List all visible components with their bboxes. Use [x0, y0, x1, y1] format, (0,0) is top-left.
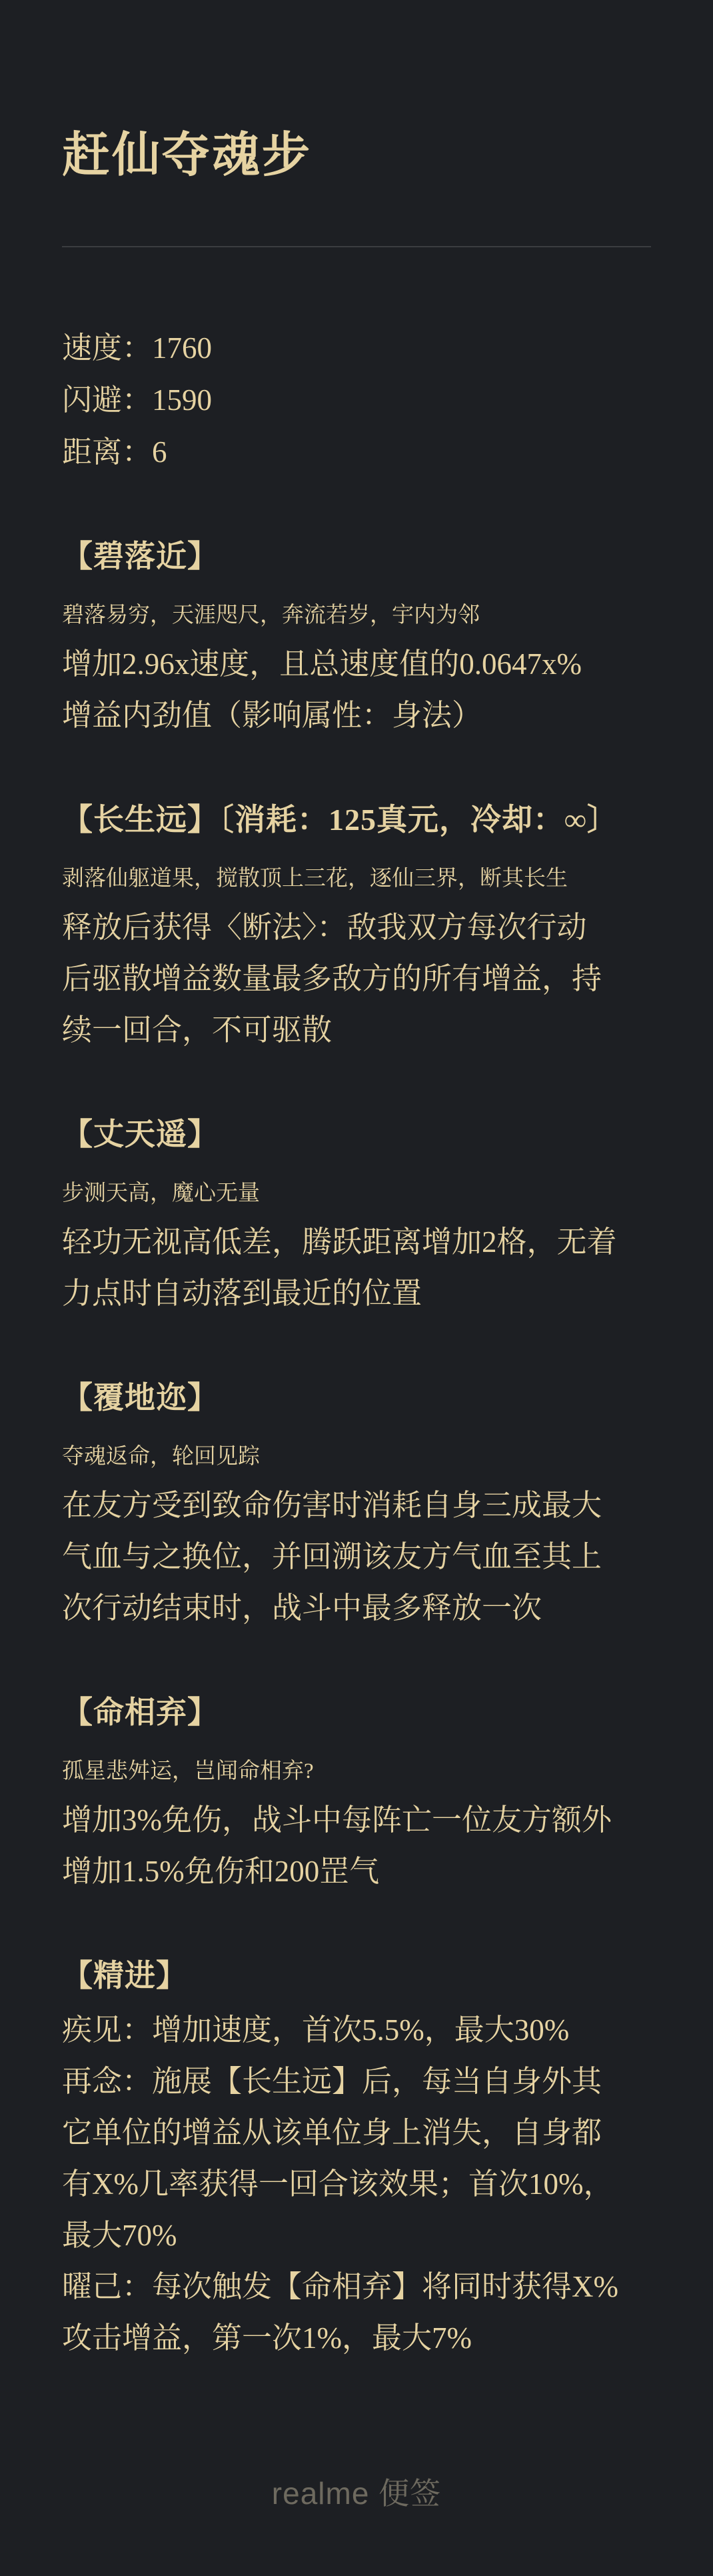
skill-body-line: 最大70% [62, 2219, 177, 2252]
stat-dodge: 闪避：1590 [62, 383, 213, 417]
stats-block [62, 322, 651, 478]
section-zhangtianyao [62, 1116, 651, 1319]
skill-body-line: 轻功无视高低差，腾跃距离增加2格，无着 [62, 1225, 617, 1259]
skill-body-line: 增加2.96x速度，且总速度值的0.0647x% [62, 647, 582, 681]
skill-body [62, 1795, 651, 1897]
skill-flavor: 剥落仙躯道果，搅散顶上三花，逐仙三界，断其长生 [62, 867, 568, 891]
skill-body-line: 疾见：增加速度，首次5.5%，最大30% [62, 2013, 570, 2047]
skill-body-line: 后驱散增益数量最多敌方的所有增益，持 [62, 962, 602, 995]
title-divider [62, 246, 651, 247]
section-biluojin [62, 538, 651, 741]
skill-body-line: 曜己：每次触发【命相弃】将同时获得X% [62, 2270, 618, 2303]
skill-body-line: 力点时自动落到最近的位置 [62, 1277, 422, 1310]
skill-header: 【丈天遥】 [62, 1117, 219, 1151]
skill-body [62, 902, 651, 1056]
skill-body-line: 次行动结束时，战斗中最多释放一次 [62, 1591, 542, 1625]
skill-header: 【精进】 [62, 1959, 187, 1993]
app-watermark: realme 便签 [271, 2476, 442, 2511]
section-changshengyuan [62, 801, 651, 1056]
skill-body-line: 攻击增益，第一次1%，最大7% [62, 2321, 472, 2355]
skill-body-line: 在友方受到致命伤害时消耗自身三成最大 [62, 1489, 602, 1522]
skill-body-line: 再念：施展【长生远】后，每当自身外其 [62, 2065, 602, 2098]
skill-header: 【碧落近】 [62, 539, 219, 573]
skill-body [62, 639, 651, 741]
skill-flavor: 碧落易穷，天涯咫尺，奔流若岁，宇内为邻 [62, 603, 480, 627]
skill-body [62, 2005, 651, 2364]
skill-header: 【命相弃】 [62, 1695, 219, 1729]
skill-body-line: 有X%几率获得一回合该效果；首次10%， [62, 2167, 614, 2201]
skill-body-line: 续一回合，不可驱散 [62, 1013, 333, 1047]
skill-body-line: 增加1.5%免伤和200罡气 [62, 1855, 380, 1888]
section-jingjin [62, 1957, 651, 2364]
skill-flavor: 孤星悲舛运，岂闻命相弃? [62, 1759, 314, 1783]
skill-body-line: 释放后获得〈断法〉：敌我双方每次行动 [62, 911, 587, 944]
note-title: 赶仙夺魂步 [62, 129, 313, 182]
section-fudier [62, 1379, 651, 1634]
skill-flavor: 夺魂返命，轮回见踪 [62, 1445, 260, 1469]
skill-body-line: 增益内劲值（影响属性：身法） [62, 699, 482, 732]
skill-header: 【覆地迩】 [62, 1381, 219, 1415]
section-mingxiangqi [62, 1694, 651, 1897]
skill-body-line: 增加3%免伤，战斗中每阵亡一位友方额外 [62, 1803, 612, 1837]
skill-header: 【长生远】〔消耗：125真元，冷却：∞〕 [62, 803, 618, 837]
skill-body-line: 气血与之换位，并回溯该友方气血至其上 [62, 1540, 602, 1573]
skill-body [62, 1480, 651, 1634]
skill-flavor: 步测天高，魔心无量 [62, 1181, 260, 1205]
stat-speed: 速度：1760 [62, 331, 213, 365]
stat-distance: 距离：6 [62, 435, 167, 469]
skill-body-line: 它单位的增益从该单位身上消失，自身都 [62, 2116, 602, 2149]
skill-body [62, 1217, 651, 1319]
